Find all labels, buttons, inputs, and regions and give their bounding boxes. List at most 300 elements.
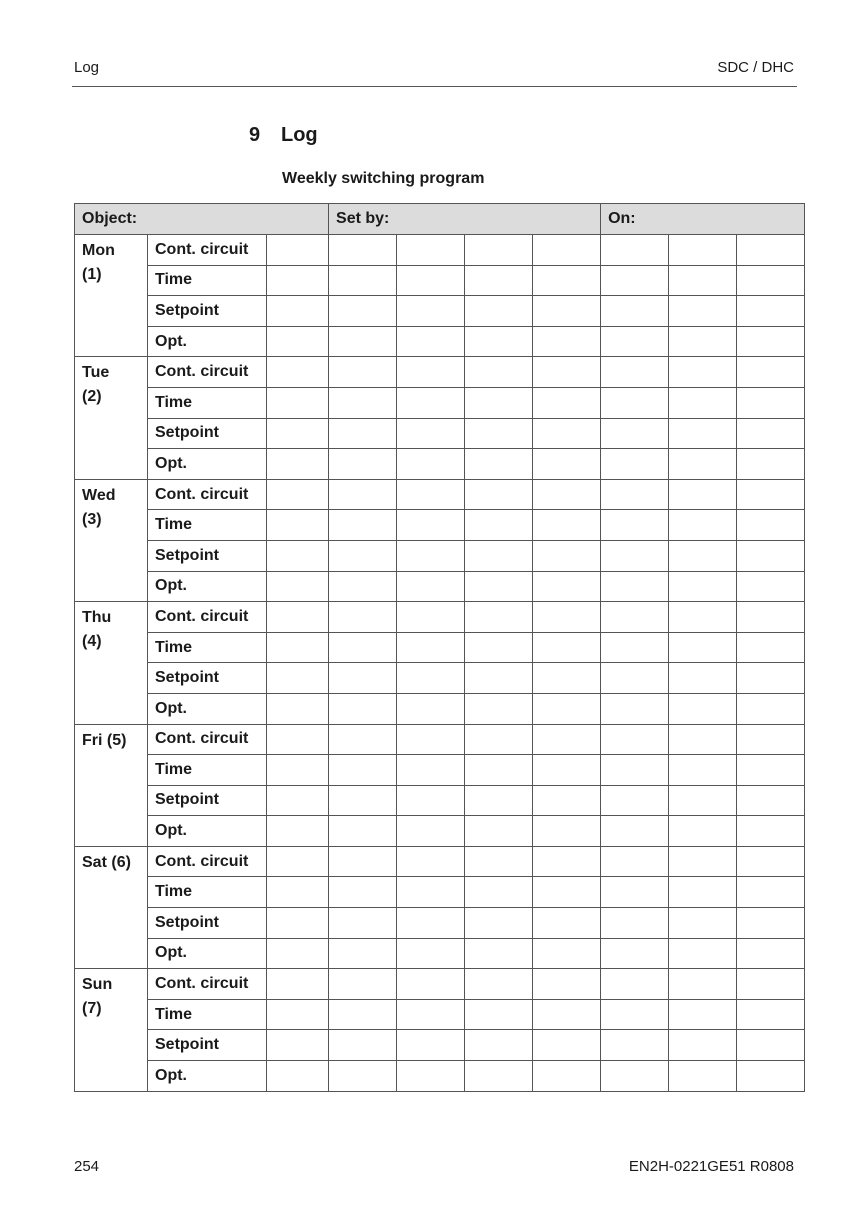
entry-cell[interactable]	[329, 571, 397, 602]
entry-cell[interactable]	[267, 235, 329, 266]
entry-cell[interactable]	[397, 938, 465, 969]
entry-cell[interactable]	[267, 846, 329, 877]
entry-cell[interactable]	[397, 1061, 465, 1092]
entry-cell[interactable]	[737, 663, 805, 694]
table-row	[75, 326, 805, 357]
entry-cell[interactable]	[267, 785, 329, 816]
entry-cell[interactable]	[397, 846, 465, 877]
entry-cell[interactable]	[465, 846, 533, 877]
table-row	[75, 571, 805, 602]
row-label: Cont. circuit	[148, 969, 267, 1000]
section-heading	[249, 124, 318, 147]
weekly-switching-table	[74, 203, 805, 1092]
entry-cell[interactable]	[601, 479, 669, 510]
row-label: Cont. circuit	[148, 479, 267, 510]
table-row	[75, 1030, 805, 1061]
header-set-by: Set by:	[329, 204, 601, 235]
entry-cell[interactable]	[601, 999, 669, 1030]
table-row	[75, 265, 805, 296]
entry-cell[interactable]	[737, 1061, 805, 1092]
header-on: On:	[601, 204, 805, 235]
table-row	[75, 999, 805, 1030]
entry-cell[interactable]	[669, 296, 737, 327]
entry-cell[interactable]	[329, 755, 397, 786]
entry-cell[interactable]	[533, 449, 601, 480]
entry-cell[interactable]	[601, 908, 669, 939]
row-label: Cont. circuit	[148, 724, 267, 755]
entry-cell[interactable]	[267, 693, 329, 724]
entry-cell[interactable]	[669, 693, 737, 724]
entry-cell[interactable]	[601, 602, 669, 633]
row-label: Time	[148, 387, 267, 418]
entry-cell[interactable]	[737, 540, 805, 571]
table-row	[75, 235, 805, 266]
entry-cell[interactable]	[533, 693, 601, 724]
entry-cell[interactable]	[465, 449, 533, 480]
day-number: (5)	[106, 731, 127, 749]
entry-cell[interactable]	[397, 510, 465, 541]
entry-cell[interactable]	[533, 816, 601, 847]
entry-cell[interactable]	[533, 632, 601, 663]
table-row	[75, 510, 805, 541]
entry-cell[interactable]	[737, 479, 805, 510]
day-name: Mon	[82, 242, 115, 259]
entry-cell[interactable]	[329, 908, 397, 939]
entry-cell[interactable]	[669, 908, 737, 939]
entry-cell[interactable]	[267, 938, 329, 969]
table-row	[75, 632, 805, 663]
entry-cell[interactable]	[669, 999, 737, 1030]
entry-cell[interactable]	[329, 265, 397, 296]
entry-cell[interactable]	[465, 755, 533, 786]
entry-cell[interactable]	[669, 724, 737, 755]
entry-cell[interactable]	[397, 877, 465, 908]
table-row	[75, 663, 805, 694]
entry-cell[interactable]	[267, 387, 329, 418]
entry-cell[interactable]	[533, 908, 601, 939]
day-number: (6)	[111, 853, 131, 871]
day-name: Tue	[82, 364, 110, 382]
entry-cell[interactable]	[329, 693, 397, 724]
day-label	[75, 235, 148, 357]
entry-cell[interactable]	[267, 357, 329, 388]
entry-cell[interactable]	[465, 693, 533, 724]
row-label: Setpoint	[148, 785, 267, 816]
entry-cell[interactable]	[397, 999, 465, 1030]
entry-cell[interactable]	[737, 969, 805, 1000]
entry-cell[interactable]	[397, 540, 465, 571]
entry-cell[interactable]	[329, 235, 397, 266]
day-number: (7)	[82, 1000, 102, 1018]
row-label: Time	[148, 999, 267, 1030]
entry-cell[interactable]	[601, 571, 669, 602]
entry-cell[interactable]	[267, 326, 329, 357]
entry-cell[interactable]	[737, 1030, 805, 1061]
entry-cell[interactable]	[329, 418, 397, 449]
entry-cell[interactable]	[533, 479, 601, 510]
document-id: EN2H-0221GE51 R0808	[628, 1158, 794, 1175]
entry-cell[interactable]	[737, 755, 805, 786]
row-label: Time	[148, 265, 267, 296]
entry-cell[interactable]	[397, 418, 465, 449]
entry-cell[interactable]	[533, 357, 601, 388]
entry-cell[interactable]	[329, 1061, 397, 1092]
entry-cell[interactable]	[267, 999, 329, 1030]
entry-cell[interactable]	[465, 418, 533, 449]
entry-cell[interactable]	[533, 571, 601, 602]
entry-cell[interactable]	[737, 724, 805, 755]
entry-cell[interactable]	[533, 724, 601, 755]
entry-cell[interactable]	[465, 663, 533, 694]
entry-cell[interactable]	[601, 265, 669, 296]
entry-cell[interactable]	[267, 296, 329, 327]
entry-cell[interactable]	[533, 846, 601, 877]
entry-cell[interactable]	[669, 816, 737, 847]
entry-cell[interactable]	[737, 785, 805, 816]
entry-cell[interactable]	[601, 632, 669, 663]
entry-cell[interactable]	[465, 235, 533, 266]
entry-cell[interactable]	[533, 755, 601, 786]
entry-cell[interactable]	[465, 1061, 533, 1092]
day-name: Wed	[82, 486, 116, 504]
entry-cell[interactable]	[601, 326, 669, 357]
day-name: Thu	[82, 609, 112, 627]
running-header-right: SDC / DHC	[717, 59, 794, 76]
entry-cell[interactable]	[737, 265, 805, 296]
entry-cell[interactable]	[329, 296, 397, 327]
entry-cell[interactable]	[669, 632, 737, 663]
entry-cell[interactable]	[329, 602, 397, 633]
table-row	[75, 816, 805, 847]
row-label: Time	[148, 877, 267, 908]
entry-cell[interactable]	[329, 785, 397, 816]
entry-cell[interactable]	[397, 755, 465, 786]
row-label: Cont. circuit	[148, 235, 267, 266]
entry-cell[interactable]	[533, 418, 601, 449]
entry-cell[interactable]	[533, 1061, 601, 1092]
entry-cell[interactable]	[397, 663, 465, 694]
entry-cell[interactable]	[397, 602, 465, 633]
entry-cell[interactable]	[601, 846, 669, 877]
entry-cell[interactable]	[267, 418, 329, 449]
entry-cell[interactable]	[329, 326, 397, 357]
entry-cell[interactable]	[737, 999, 805, 1030]
row-label: Setpoint	[148, 908, 267, 939]
day-name: Sun	[82, 976, 113, 994]
entry-cell[interactable]	[397, 571, 465, 602]
entry-cell[interactable]	[267, 1061, 329, 1092]
entry-cell[interactable]	[533, 999, 601, 1030]
entry-cell[interactable]	[737, 571, 805, 602]
entry-cell[interactable]	[397, 265, 465, 296]
entry-cell[interactable]	[329, 938, 397, 969]
entry-cell[interactable]	[533, 510, 601, 541]
entry-cell[interactable]	[267, 755, 329, 786]
entry-cell[interactable]	[267, 663, 329, 694]
entry-cell[interactable]	[329, 724, 397, 755]
entry-cell[interactable]	[329, 999, 397, 1030]
table-row	[75, 602, 805, 633]
entry-cell[interactable]	[267, 632, 329, 663]
entry-cell[interactable]	[669, 326, 737, 357]
entry-cell[interactable]	[533, 663, 601, 694]
entry-cell[interactable]	[601, 387, 669, 418]
entry-cell[interactable]	[465, 387, 533, 418]
entry-cell[interactable]	[737, 877, 805, 908]
entry-cell[interactable]	[267, 265, 329, 296]
entry-cell[interactable]	[601, 540, 669, 571]
table-row	[75, 387, 805, 418]
entry-cell[interactable]	[533, 602, 601, 633]
header-divider	[72, 86, 797, 87]
row-label: Opt.	[148, 693, 267, 724]
table-row	[75, 296, 805, 327]
running-header-left: Log	[74, 59, 100, 76]
entry-cell[interactable]	[465, 908, 533, 939]
entry-cell[interactable]	[465, 602, 533, 633]
entry-cell[interactable]	[267, 877, 329, 908]
entry-cell[interactable]	[267, 816, 329, 847]
entry-cell[interactable]	[669, 510, 737, 541]
entry-cell[interactable]	[669, 602, 737, 633]
entry-cell[interactable]	[737, 296, 805, 327]
row-label: Cont. circuit	[148, 846, 267, 877]
entry-cell[interactable]	[397, 816, 465, 847]
day-label	[75, 357, 148, 479]
entry-cell[interactable]	[397, 235, 465, 266]
entry-cell[interactable]	[397, 387, 465, 418]
entry-cell[interactable]	[533, 296, 601, 327]
entry-cell[interactable]	[465, 632, 533, 663]
entry-cell[interactable]	[397, 632, 465, 663]
entry-cell[interactable]	[533, 235, 601, 266]
page-number: 254	[74, 1158, 100, 1175]
row-label: Time	[148, 632, 267, 663]
entry-cell[interactable]	[465, 540, 533, 571]
entry-cell[interactable]	[397, 296, 465, 327]
entry-cell[interactable]	[397, 326, 465, 357]
entry-cell[interactable]	[397, 693, 465, 724]
entry-cell[interactable]	[397, 724, 465, 755]
header-object: Object:	[75, 204, 329, 235]
entry-cell[interactable]	[329, 479, 397, 510]
table-row	[75, 479, 805, 510]
entry-cell[interactable]	[465, 877, 533, 908]
entry-cell[interactable]	[267, 724, 329, 755]
entry-cell[interactable]	[669, 418, 737, 449]
entry-cell[interactable]	[669, 785, 737, 816]
table-row	[75, 540, 805, 571]
table-header-row	[75, 204, 805, 235]
entry-cell[interactable]	[737, 235, 805, 266]
entry-cell[interactable]	[397, 969, 465, 1000]
entry-cell[interactable]	[267, 510, 329, 541]
row-label: Time	[148, 755, 267, 786]
entry-cell[interactable]	[465, 816, 533, 847]
entry-cell[interactable]	[601, 1030, 669, 1061]
table-row	[75, 755, 805, 786]
entry-cell[interactable]	[465, 724, 533, 755]
entry-cell[interactable]	[329, 846, 397, 877]
entry-cell[interactable]	[737, 387, 805, 418]
entry-cell[interactable]	[669, 235, 737, 266]
row-label: Setpoint	[148, 663, 267, 694]
entry-cell[interactable]	[669, 449, 737, 480]
entry-cell[interactable]	[601, 969, 669, 1000]
entry-cell[interactable]	[465, 326, 533, 357]
entry-cell[interactable]	[465, 510, 533, 541]
entry-cell[interactable]	[601, 816, 669, 847]
entry-cell[interactable]	[601, 296, 669, 327]
day-label	[75, 969, 148, 1091]
row-label: Cont. circuit	[148, 357, 267, 388]
entry-cell[interactable]	[329, 632, 397, 663]
entry-cell[interactable]	[533, 938, 601, 969]
section-title: Log	[281, 124, 318, 146]
entry-cell[interactable]	[669, 357, 737, 388]
row-label: Opt.	[148, 938, 267, 969]
table-row	[75, 357, 805, 388]
entry-cell[interactable]	[737, 357, 805, 388]
entry-cell[interactable]	[669, 1030, 737, 1061]
entry-cell[interactable]	[737, 449, 805, 480]
row-label: Setpoint	[148, 296, 267, 327]
entry-cell[interactable]	[465, 296, 533, 327]
entry-cell[interactable]	[669, 265, 737, 296]
entry-cell[interactable]	[267, 969, 329, 1000]
entry-cell[interactable]	[329, 540, 397, 571]
entry-cell[interactable]	[601, 663, 669, 694]
table-row	[75, 693, 805, 724]
entry-cell[interactable]	[397, 449, 465, 480]
entry-cell[interactable]	[669, 479, 737, 510]
entry-cell[interactable]	[669, 387, 737, 418]
entry-cell[interactable]	[397, 785, 465, 816]
entry-cell[interactable]	[465, 357, 533, 388]
entry-cell[interactable]	[737, 418, 805, 449]
entry-cell[interactable]	[601, 235, 669, 266]
entry-cell[interactable]	[329, 449, 397, 480]
entry-cell[interactable]	[329, 510, 397, 541]
entry-cell[interactable]	[533, 265, 601, 296]
row-label: Setpoint	[148, 418, 267, 449]
entry-cell[interactable]	[397, 1030, 465, 1061]
entry-cell[interactable]	[329, 969, 397, 1000]
entry-cell[interactable]	[737, 816, 805, 847]
entry-cell[interactable]	[669, 540, 737, 571]
entry-cell[interactable]	[267, 571, 329, 602]
entry-cell[interactable]	[601, 693, 669, 724]
entry-cell[interactable]	[329, 816, 397, 847]
entry-cell[interactable]	[737, 510, 805, 541]
entry-cell[interactable]	[397, 908, 465, 939]
entry-cell[interactable]	[267, 1030, 329, 1061]
entry-cell[interactable]	[465, 265, 533, 296]
entry-cell[interactable]	[267, 540, 329, 571]
entry-cell[interactable]	[533, 785, 601, 816]
entry-cell[interactable]	[465, 571, 533, 602]
entry-cell[interactable]	[397, 479, 465, 510]
section-number: 9	[249, 124, 261, 146]
row-label: Setpoint	[148, 540, 267, 571]
entry-cell[interactable]	[737, 632, 805, 663]
entry-cell[interactable]	[737, 908, 805, 939]
entry-cell[interactable]	[533, 1030, 601, 1061]
entry-cell[interactable]	[533, 387, 601, 418]
entry-cell[interactable]	[669, 663, 737, 694]
entry-cell[interactable]	[737, 693, 805, 724]
entry-cell[interactable]	[465, 785, 533, 816]
day-name: Sat	[82, 853, 107, 871]
table-row	[75, 938, 805, 969]
entry-cell[interactable]	[669, 571, 737, 602]
entry-cell[interactable]	[465, 1030, 533, 1061]
table-row	[75, 908, 805, 939]
entry-cell[interactable]	[465, 479, 533, 510]
entry-cell[interactable]	[601, 724, 669, 755]
entry-cell[interactable]	[737, 938, 805, 969]
entry-cell[interactable]	[533, 540, 601, 571]
entry-cell[interactable]	[669, 969, 737, 1000]
entry-cell[interactable]	[397, 357, 465, 388]
entry-cell[interactable]	[737, 602, 805, 633]
entry-cell[interactable]	[601, 938, 669, 969]
entry-cell[interactable]	[465, 969, 533, 1000]
row-label: Opt.	[148, 816, 267, 847]
entry-cell[interactable]	[601, 1061, 669, 1092]
entry-cell[interactable]	[669, 877, 737, 908]
entry-cell[interactable]	[329, 387, 397, 418]
row-label: Cont. circuit	[148, 602, 267, 633]
entry-cell[interactable]	[601, 877, 669, 908]
entry-cell[interactable]	[601, 755, 669, 786]
entry-cell[interactable]	[267, 908, 329, 939]
entry-cell[interactable]	[601, 510, 669, 541]
entry-cell[interactable]	[329, 877, 397, 908]
entry-cell[interactable]	[267, 479, 329, 510]
entry-cell[interactable]	[465, 999, 533, 1030]
entry-cell[interactable]	[737, 846, 805, 877]
entry-cell[interactable]	[533, 326, 601, 357]
entry-cell[interactable]	[465, 938, 533, 969]
entry-cell[interactable]	[601, 449, 669, 480]
entry-cell[interactable]	[601, 785, 669, 816]
day-name: Fri	[82, 731, 103, 749]
table-caption: Weekly switching program	[282, 170, 485, 187]
entry-cell[interactable]	[669, 1061, 737, 1092]
row-label: Opt.	[148, 571, 267, 602]
entry-cell[interactable]	[669, 938, 737, 969]
entry-cell[interactable]	[533, 877, 601, 908]
entry-cell[interactable]	[669, 846, 737, 877]
entry-cell[interactable]	[267, 449, 329, 480]
entry-cell[interactable]	[601, 357, 669, 388]
entry-cell[interactable]	[737, 326, 805, 357]
day-label	[75, 724, 148, 846]
entry-cell[interactable]	[601, 418, 669, 449]
day-number: (1)	[82, 266, 102, 283]
row-label: Time	[148, 510, 267, 541]
entry-cell[interactable]	[329, 357, 397, 388]
entry-cell[interactable]	[267, 602, 329, 633]
entry-cell[interactable]	[533, 969, 601, 1000]
entry-cell[interactable]	[329, 663, 397, 694]
table-row	[75, 724, 805, 755]
entry-cell[interactable]	[669, 755, 737, 786]
entry-cell[interactable]	[329, 1030, 397, 1061]
day-number: (4)	[82, 633, 102, 651]
day-label	[75, 602, 148, 724]
